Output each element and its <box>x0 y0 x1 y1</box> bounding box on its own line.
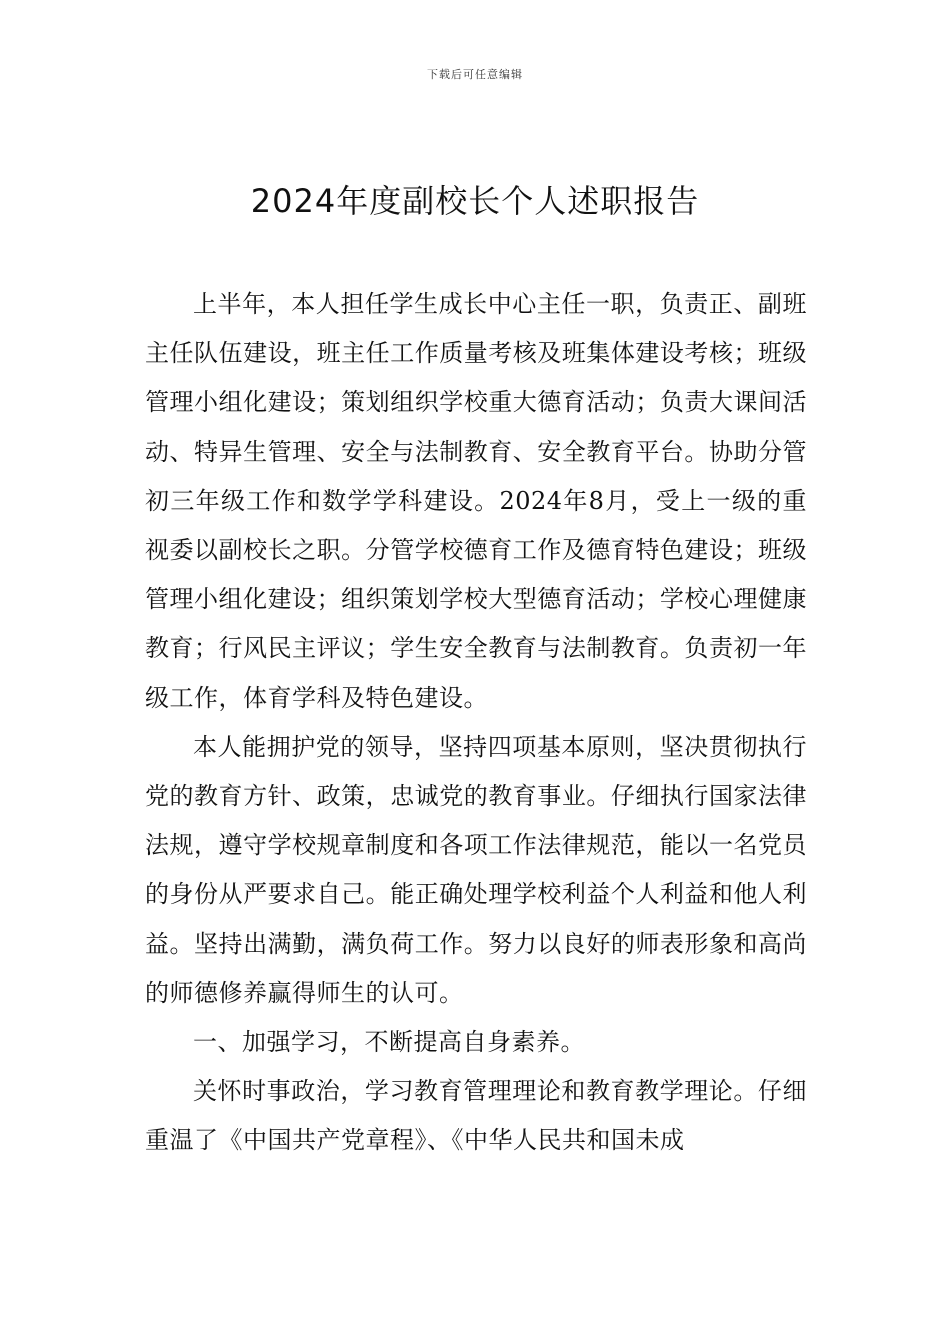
document-body <box>145 280 807 1166</box>
section-heading-learning: 一、加强学习，不断提高自身素养。 <box>193 1028 585 1057</box>
paragraph-responsibilities: 上半年，本人担任学生成长中心主任一职，负责正、副班主任队伍建设，班主任工作质量考核及班集体建设考核；班级管理小组化建设；策划组织学校重大德育活动；负责大课间活动、特异生管理、安全与法制教育、安全教育平台。协助分管初三年级工作和数学学科建设。2024年8月，受上一级的重视委以副校长之职。分管学校德育工作及德育特色建设；班级管理小组化建设；组织策划学校大型德育活动；学校心理健康教育；行风民主评议；学生安全教育与法制教育。负责初一年级工作，体育学科及特色建设。 <box>145 290 807 712</box>
paragraph-political-stance: 本人能拥护党的领导，坚持四项基本原则，坚决贯彻执行党的教育方针、政策，忠诚党的教育事业。仔细执行国家法律法规，遵守学校规章制度和各项工作法律规范，能以一名党员的身份从严要求自己。能正确处理学校利益个人利益和他人利益。坚持出满勤，满负荷工作。努力以良好的师表形象和高尚的师德修养赢得师生的认可。 <box>145 732 807 1007</box>
paragraph-learning: 关怀时事政治，学习教育管理理论和教育教学理论。仔细重温了《中国共产党章程》、《中华人民共和国未成 <box>145 1077 807 1155</box>
document-title: 2024年度副校长个人述职报告 <box>250 182 700 220</box>
header-note: 下载后可任意编辑 <box>427 68 523 81</box>
